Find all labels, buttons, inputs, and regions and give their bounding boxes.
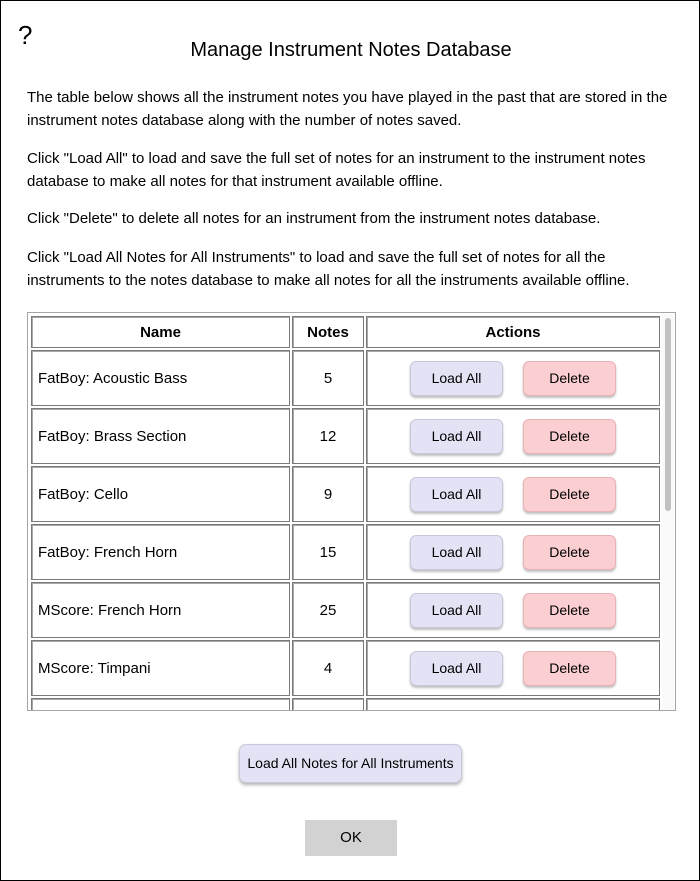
actions-cell [366,698,660,711]
description-paragraph-delete: Click "Delete" to delete all notes for an instrument from the instrument notes database. [27,210,601,227]
actions-cell [366,350,660,406]
load-all-button[interactable]: Load All [410,361,503,396]
load-all-button[interactable]: Load All [410,593,503,628]
delete-button[interactable]: Delete [523,419,616,454]
load-all-button[interactable]: Load All [410,535,503,570]
help-icon[interactable]: ? [18,20,33,50]
notes-table [29,314,662,711]
notes-count-cell [292,698,364,711]
actions-cell [366,466,660,522]
table-scrollbar-thumb[interactable] [665,318,671,511]
table-row-partial [31,698,660,711]
load-all-notes-all-instruments-button[interactable]: Load All Notes for All Instruments [239,744,462,783]
table-header-row [31,316,660,348]
instrument-name-cell [31,698,290,711]
instrument-name-cell: FatBoy: Brass Section [31,408,290,464]
notes-count-cell: 25 [292,582,364,638]
instrument-name-cell: MScore: Timpani [31,640,290,696]
delete-button[interactable]: Delete [523,361,616,396]
table-row [31,408,660,464]
notes-count-cell: 12 [292,408,364,464]
table-row [31,466,660,522]
instrument-name-cell: FatBoy: Cello [31,466,290,522]
load-all-button[interactable]: Load All [410,651,503,686]
delete-button[interactable]: Delete [523,477,616,512]
table-row [31,524,660,580]
notes-count-cell: 15 [292,524,364,580]
instrument-name-cell: MScore: French Horn [31,582,290,638]
dialog-title: Manage Instrument Notes Database [190,39,512,61]
ok-button[interactable]: OK [305,820,397,856]
delete-button[interactable]: Delete [523,535,616,570]
description-paragraph-load-all-instruments: Click "Load All Notes for All Instruments" to load and save the full set of notes for all the instruments to the notes database to make all notes for all the instruments available offline. [27,249,630,289]
notes-table-container[interactable] [27,312,676,711]
actions-cell [366,640,660,696]
notes-count-cell: 4 [292,640,364,696]
table-row [31,350,660,406]
column-header-notes: Notes [292,316,364,348]
column-header-actions: Actions [366,316,660,348]
table-row [31,640,660,696]
actions-cell [366,524,660,580]
notes-count-cell: 9 [292,466,364,522]
delete-button[interactable]: Delete [523,651,616,686]
notes-count-cell: 5 [292,350,364,406]
instrument-name-cell: FatBoy: French Horn [31,524,290,580]
description-paragraph-load-all: Click "Load All" to load and save the full set of notes for an instrument to the instrument notes database to make all notes for that instrument available offline. [27,150,646,190]
instrument-name-cell: FatBoy: Acoustic Bass [31,350,290,406]
actions-cell [366,408,660,464]
load-all-button[interactable]: Load All [410,419,503,454]
table-row [31,582,660,638]
column-header-name: Name [31,316,290,348]
load-all-button[interactable]: Load All [410,477,503,512]
delete-button[interactable]: Delete [523,593,616,628]
description-paragraph-table: The table below shows all the instrument notes you have played in the past that are stored in the instrument notes database along with the number of notes saved. [27,89,668,129]
actions-cell [366,582,660,638]
